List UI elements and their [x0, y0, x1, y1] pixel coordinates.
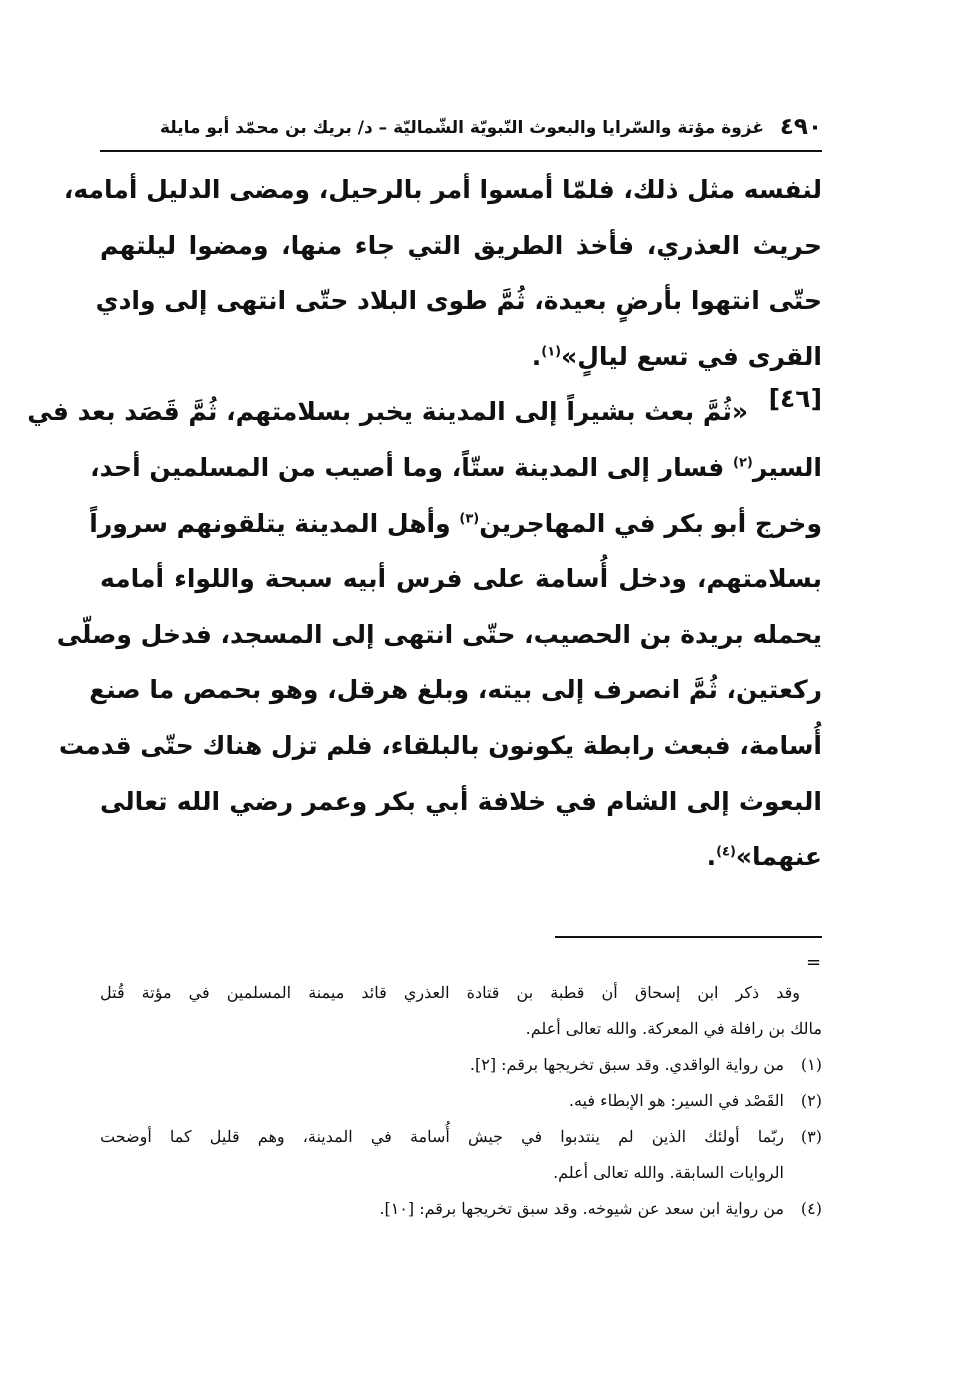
text-line: [90, 440, 822, 496]
footnote-3: [100, 1119, 822, 1155]
footnote-ref-1: (١): [541, 344, 562, 360]
text-line: البعوث إلى الشام في خلافة أبي بكر وعمر رضي الله تعالى: [100, 786, 822, 816]
text-line: «ثُمَّ بعث بشيراً إلى المدينة يخبر بسلامتهم، ثُمَّ قَصَد بعد في: [27, 397, 748, 427]
text-segment: فسار إلى المدينة ستّاً، وما أصيب من المسلمين أحد،: [90, 452, 733, 482]
numbered-item-46: [27, 384, 822, 884]
item-marker: [٤٦]: [768, 384, 822, 414]
text-line-content: القرى في تسع ليالٍ»: [561, 341, 822, 371]
footnotes: [100, 975, 822, 1227]
footnote-text: ربّما أولئك الذين لم ينتدبوا في جيش أُسامة في المدينة، وهم قليل كما أوضحت: [100, 1127, 784, 1146]
text-line: القرى في تسع ليالٍ»$^{(١)}$.: [531, 341, 822, 371]
footnote-line: مالك بن رافلة في المعركة. والله تعالى أعلم.: [525, 1019, 822, 1038]
footnote-divider: [555, 936, 822, 938]
text-line: حتّى انتهوا بأرضٍ بعيدة، ثُمَّ طوى البلاد حتّى انتهى إلى وادي: [95, 286, 822, 316]
header-divider: [100, 150, 822, 152]
text-segment: وخرج أبو بكر في المهاجرين: [479, 508, 822, 538]
continuation-mark: =: [806, 952, 822, 973]
footnote-4: [100, 1191, 822, 1227]
text-line: أُسامة، فبعث رابطة يكونون بالبلقاء، فلم تزل هناك حتّى قدمت: [58, 730, 822, 760]
text-line: عنهما»$^{(٤)}$.: [706, 842, 822, 872]
footnote-ref-2: (٢): [733, 455, 753, 471]
text-line: حريث العذري، فأخذ الطريق التي جاء منها، ومضوا ليلتهم: [100, 230, 822, 260]
footnote-1: [100, 1047, 822, 1083]
footnote-line: الروايات السابقة. والله تعالى أعلم.: [553, 1163, 784, 1182]
text-line: بسلامتهم، ودخل أُسامة على فرس أبيه سبحة واللواء أمامه: [100, 564, 822, 594]
text-segment: وأهل المدينة يتلقونهم سروراً: [89, 508, 460, 538]
text-line-content: عنهما»: [735, 842, 822, 872]
running-title: غزوة مؤتة والسّرايا والبعوث النّبويّة الشّماليّة – د/ بريك بن محمّد أبو مايلة: [159, 118, 764, 138]
running-header: [100, 108, 822, 148]
footnote-number: (٢): [800, 1091, 822, 1110]
footnote-number: (٣): [800, 1127, 822, 1146]
text-line: ركعتين، ثُمَّ انصرف إلى بيته، وبلغ هرقل، وهو بحمص ما صنع: [89, 675, 822, 705]
footnote-number: (٤): [800, 1199, 822, 1218]
main-text: [27, 162, 822, 885]
text-segment: السير: [752, 452, 822, 482]
text-line: لنفسه مثل ذلك، فلمّا أمسوا أمر بالرحيل، ومضى الدليل أمامه،: [63, 175, 822, 204]
footnote-2: [100, 1083, 822, 1119]
text-line: [89, 496, 822, 552]
footnote-text: من رواية ابن سعد عن شيوخه. وقد سبق تخريجها برقم: [١٠].: [379, 1199, 784, 1218]
footnote-text: القَصْد في السير: هو الإبطاء فيه.: [568, 1091, 784, 1110]
footnote-number: (١): [800, 1055, 822, 1074]
page-number: ٤٩٠: [779, 114, 822, 140]
footnote-text: من رواية الواقدي. وقد سبق تخريجها برقم: [٢].: [469, 1055, 784, 1074]
footnote-ref-3: (٣): [459, 511, 480, 527]
text-line: يحمله بريدة بن الحصيب، حتّى انتهى إلى المسجد، فدخل وصلّى: [56, 619, 822, 649]
footnote-line: وقد ذكر ابن إسحاق أن قطبة بن قتادة العذري قائد ميمنة المسلمين في مؤتة قُتل: [100, 983, 800, 1002]
footnote-ref-4: (٤): [716, 844, 736, 860]
